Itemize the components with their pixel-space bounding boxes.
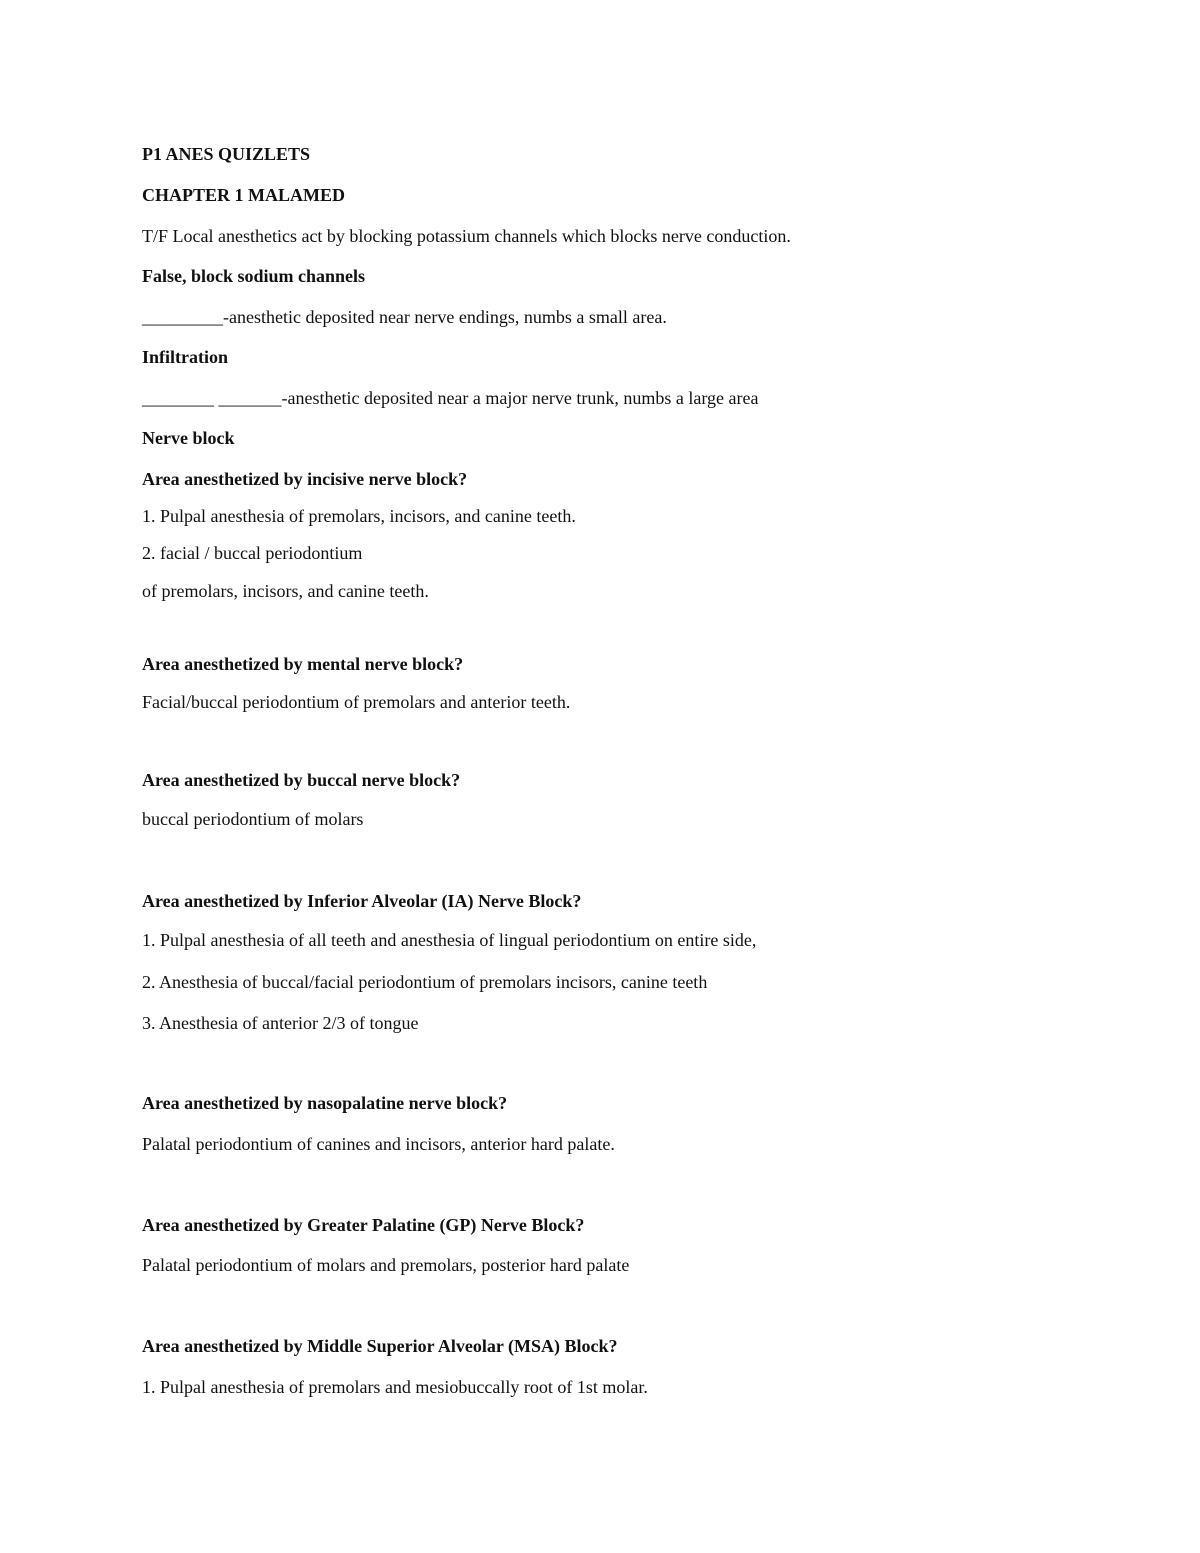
answer-line: 2. Anesthesia of buccal/facial periodontium of premolars incisors, canine teeth [142, 972, 708, 992]
question-text: _________-anesthetic deposited near nerve endings, numbs a small area. [142, 307, 667, 327]
question-heading: Area anesthetized by nasopalatine nerve block? [142, 1093, 508, 1113]
answer-line: buccal periodontium of molars [142, 809, 364, 829]
answer-line: Palatal periodontium of canines and incisors, anterior hard palate. [142, 1134, 615, 1154]
question-heading: Area anesthetized by Greater Palatine (GP) Nerve Block? [142, 1215, 585, 1235]
chapter-heading: CHAPTER 1 MALAMED [142, 185, 345, 205]
question-text: ________ _______-anesthetic deposited near a major nerve trunk, numbs a large area [142, 388, 759, 408]
answer-line: 3. Anesthesia of anterior 2/3 of tongue [142, 1013, 419, 1033]
answer-line: Facial/buccal periodontium of premolars and anterior teeth. [142, 692, 571, 712]
question-heading: Area anesthetized by Middle Superior Alveolar (MSA) Block? [142, 1336, 618, 1356]
document-title: P1 ANES QUIZLETS [142, 144, 311, 164]
answer-line: 2. facial / buccal periodontium [142, 543, 363, 563]
answer-text: False, block sodium channels [142, 266, 366, 286]
answer-line: 1. Pulpal anesthesia of all teeth and anesthesia of lingual periodontium on entire side, [142, 930, 757, 950]
question-heading: Area anesthetized by mental nerve block? [142, 654, 464, 674]
answer-line: 1. Pulpal anesthesia of premolars, incisors, and canine teeth. [142, 506, 576, 526]
question-heading: Area anesthetized by buccal nerve block? [142, 770, 461, 790]
answer-text: Infiltration [142, 347, 229, 367]
answer-line: Palatal periodontium of molars and premolars, posterior hard palate [142, 1255, 630, 1275]
answer-line: 1. Pulpal anesthesia of premolars and mesiobuccally root of 1st molar. [142, 1377, 648, 1397]
answer-text: Nerve block [142, 428, 235, 448]
answer-line: of premolars, incisors, and canine teeth. [142, 581, 429, 601]
question-text: T/F Local anesthetics act by blocking potassium channels which blocks nerve conduction. [142, 226, 791, 246]
question-heading: Area anesthetized by Inferior Alveolar (IA) Nerve Block? [142, 891, 582, 911]
question-heading: Area anesthetized by incisive nerve block? [142, 469, 468, 489]
